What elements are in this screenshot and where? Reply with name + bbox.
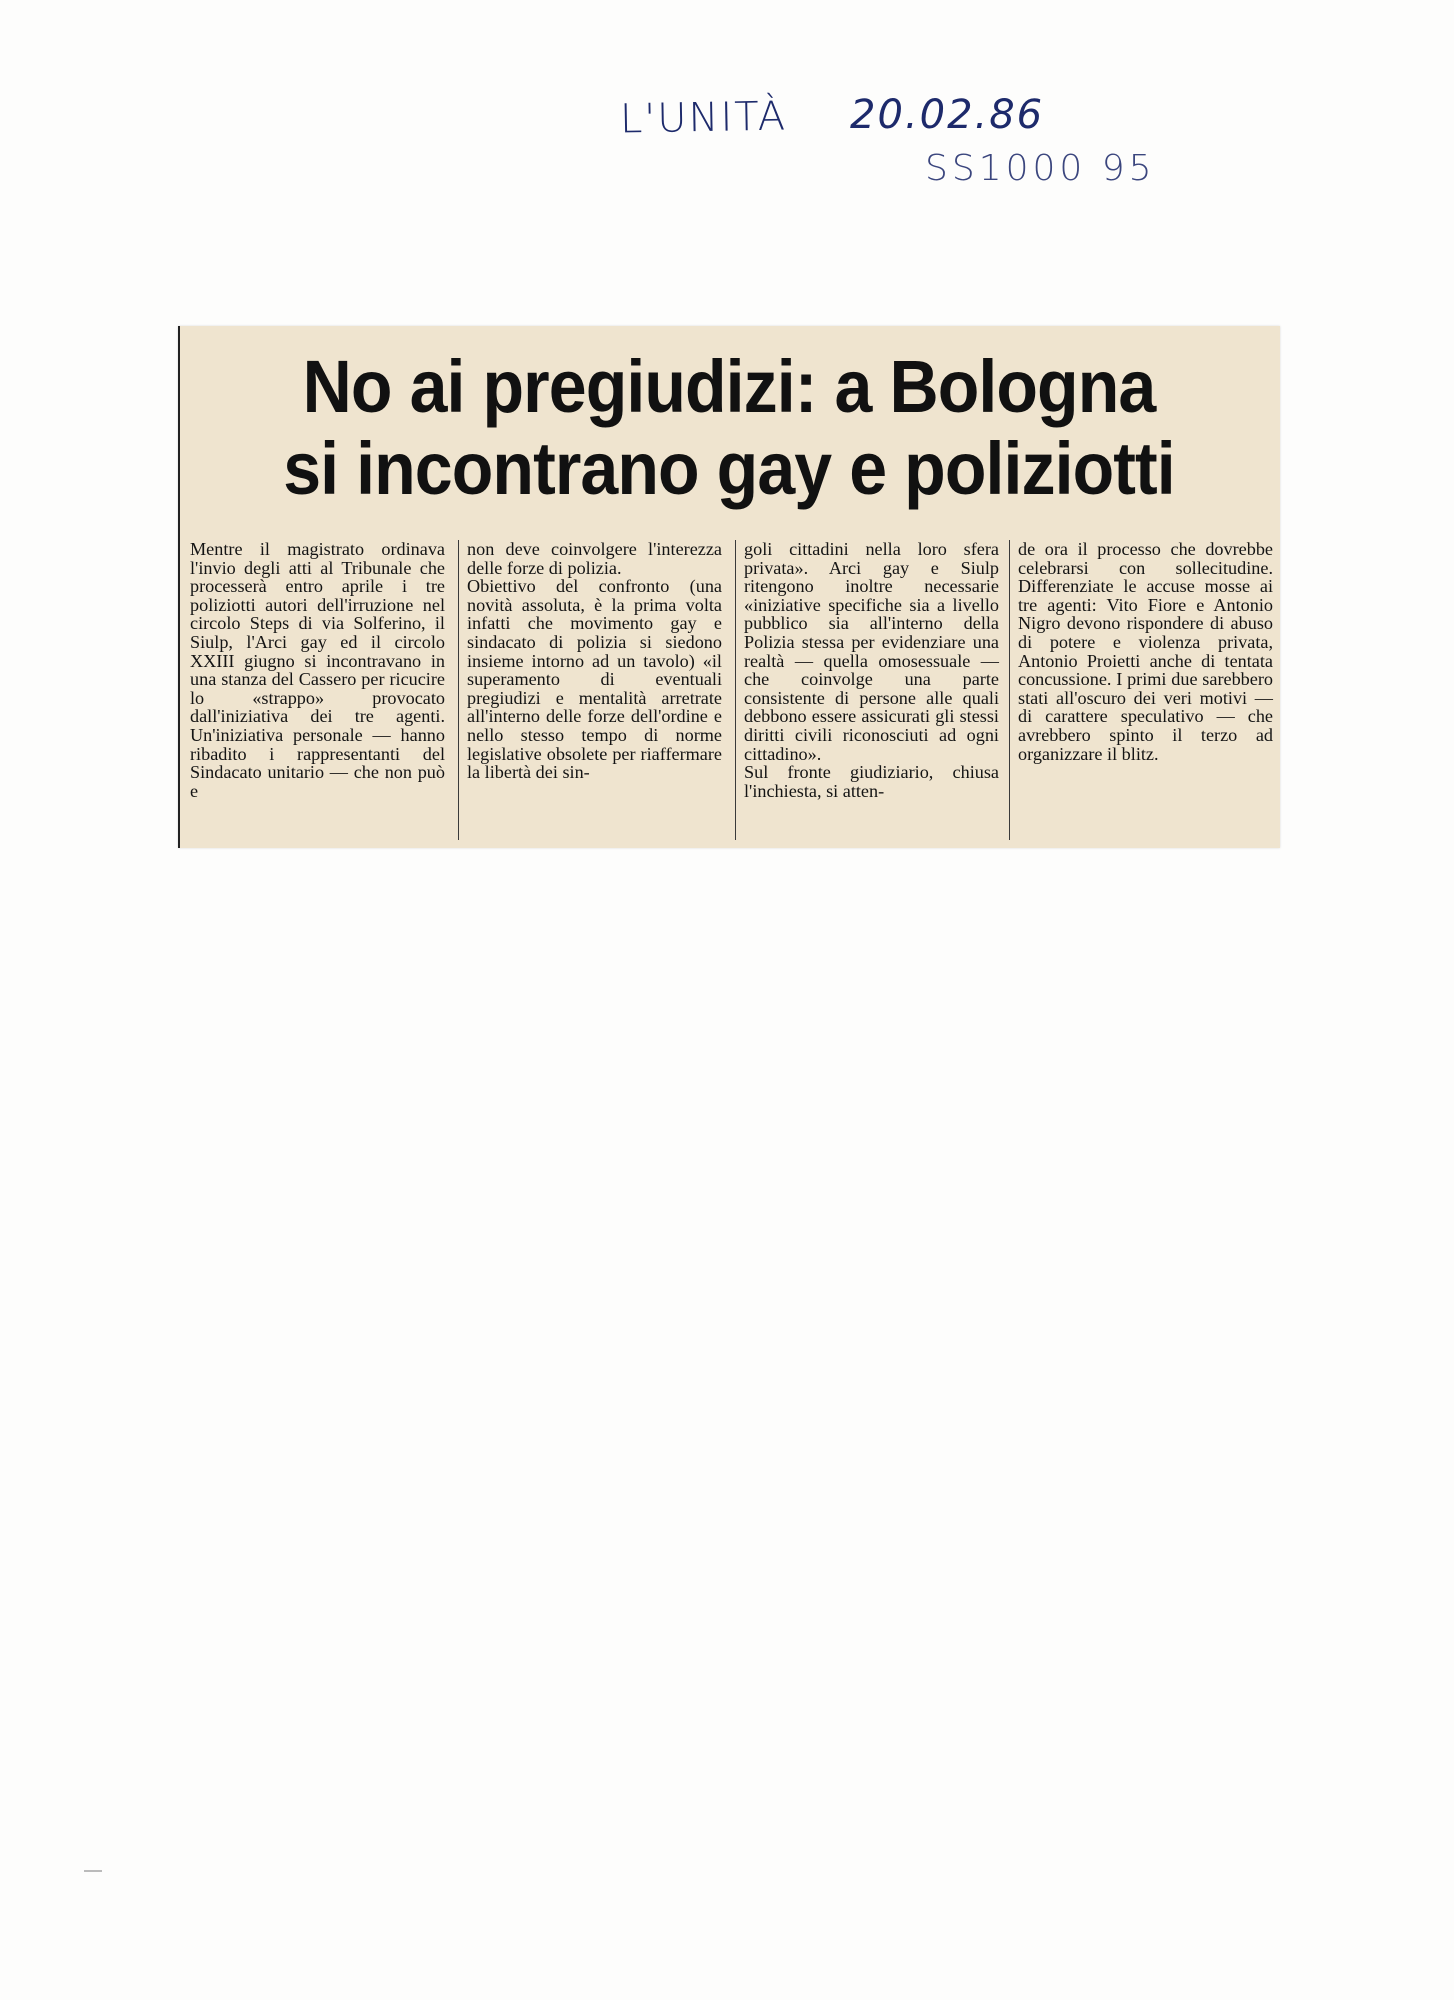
article-column-4 xyxy=(1018,540,1273,763)
headline-line-2: si incontrano gay e poliziotti xyxy=(283,427,1175,510)
column-divider xyxy=(1009,540,1010,840)
handwritten-date-note: 20.02.86 xyxy=(850,92,1045,138)
article-column-3 xyxy=(744,540,999,800)
column-1-text: Mentre il magistrato ordinava l'invio degli atti al Tribunale che processerà entro aprile i tre poliziotti autori dell'irruzione nel circolo Steps di via Solferino, il Siulp, l'Arci gay ed il circolo XXIII giugno si incontravano in una stanza del Cassero per ricucire lo «strappo» provocato dall'iniziativa dei tre agenti. Un'iniziativa personale — hanno ribadito i rappresentanti del Sindacato unitario — che non può e xyxy=(190,539,445,801)
article-headline xyxy=(222,346,1236,510)
newspaper-clipping xyxy=(178,326,1280,848)
article-column-1 xyxy=(190,540,445,800)
handwritten-archive-code: SS1000 95 xyxy=(925,148,1156,189)
article-body xyxy=(184,540,1276,840)
clipping-left-rule xyxy=(178,326,180,848)
column-divider xyxy=(458,540,459,840)
article-column-2 xyxy=(467,540,722,782)
column-divider xyxy=(735,540,736,840)
headline-line-1: No ai pregiudizi: a Bologna xyxy=(302,345,1156,428)
column-2-text: non deve coinvolgere l'interezza delle forze di polizia. Obiettivo del confronto (una novità assoluta, è la prima volta infatti che movimento gay e sindacato di polizia si siedono insieme intorno ad un tavolo) «il superamento di eventuali pregiudizi e mentalità arretrate all'interno delle forze dell'ordine e nello stesso tempo di norme legislative obsolete per riaffermare la libertà dei sin- xyxy=(467,539,722,783)
column-3-text: goli cittadini nella loro sfera privata». Arci gay e Siulp ritengono inoltre necessarie «iniziative specifiche sia a livello pubblico sia all'interno della Polizia stessa per evidenziare una realtà — quella omosessuale — che coinvolge una parte consistente di persone alle quali debbono essere assicurati gli stessi diritti civili riconosciuti ad ogni cittadino». Sul fronte giudiziario, chiusa l'inchiesta, si atten- xyxy=(744,539,999,801)
handwritten-source-note: L'UNITÀ xyxy=(619,93,788,143)
scan-edge-mark xyxy=(84,1870,102,1872)
column-4-text: de ora il processo che dovrebbe celebrarsi con sollecitudine. Differenziate le accuse mosse ai tre agenti: Vito Fiore e Antonio Nigro devono rispondere di abuso di potere e violenza privata, Antonio Proietti anche di tentata concussione. I primi due sarebbero stati all'oscuro dei veri motivi — di carattere speculativo — che avrebbero spinto il terzo ad organizzare il blitz. xyxy=(1018,539,1273,764)
